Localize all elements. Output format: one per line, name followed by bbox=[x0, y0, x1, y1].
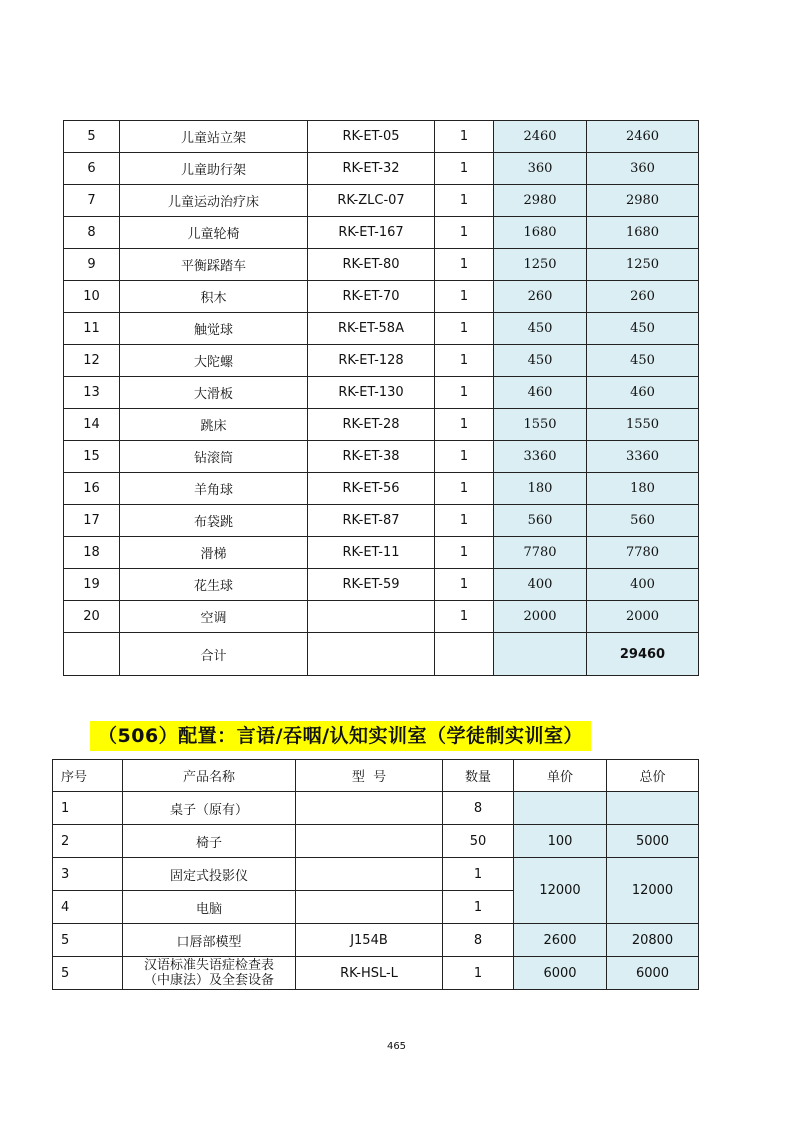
row-no: 14 bbox=[64, 409, 120, 441]
row-total: 20800 bbox=[607, 924, 699, 957]
row-name: 儿童助行架 bbox=[120, 153, 308, 185]
table-row bbox=[64, 569, 699, 601]
row-no: 5 bbox=[64, 121, 120, 153]
row-qty: 1 bbox=[435, 505, 494, 537]
table-row bbox=[53, 792, 699, 825]
row-qty: 1 bbox=[435, 441, 494, 473]
row-no: 2 bbox=[53, 825, 123, 858]
section-title: （506）配置：言语/吞咽/认知实训室（学徒制实训室） bbox=[90, 721, 591, 751]
row-name: 大滑板 bbox=[120, 377, 308, 409]
row-name: 花生球 bbox=[120, 569, 308, 601]
row-no: 15 bbox=[64, 441, 120, 473]
row-qty: 8 bbox=[443, 792, 514, 825]
row-model: RK-ET-11 bbox=[308, 537, 435, 569]
row-model: RK-ET-80 bbox=[308, 249, 435, 281]
row-model: RK-ET-167 bbox=[308, 217, 435, 249]
row-qty: 1 bbox=[435, 313, 494, 345]
row-price: 2600 bbox=[514, 924, 607, 957]
row-qty: 1 bbox=[435, 217, 494, 249]
row-model: RK-ET-58A bbox=[308, 313, 435, 345]
row-total: 5000 bbox=[607, 825, 699, 858]
row-total: 260 bbox=[587, 281, 699, 313]
row-total: 3360 bbox=[587, 441, 699, 473]
row-total: 450 bbox=[587, 313, 699, 345]
page-number: 465 bbox=[386, 1041, 407, 1052]
row-name: 固定式投影仪 bbox=[123, 858, 296, 891]
row-price: 12000 bbox=[514, 858, 607, 924]
row-price: 450 bbox=[494, 313, 587, 345]
row-price: 2460 bbox=[494, 121, 587, 153]
row-total bbox=[607, 792, 699, 825]
row-model: RK-ET-70 bbox=[308, 281, 435, 313]
row-model: RK-HSL-L bbox=[296, 957, 443, 990]
row-name: 滑梯 bbox=[120, 537, 308, 569]
header-no: 序号 bbox=[53, 760, 123, 792]
row-name: 跳床 bbox=[120, 409, 308, 441]
header-total: 总价 bbox=[607, 760, 699, 792]
row-total: 1550 bbox=[587, 409, 699, 441]
table-row bbox=[53, 957, 699, 990]
header-name: 产品名称 bbox=[123, 760, 296, 792]
row-no: 3 bbox=[53, 858, 123, 891]
table-row bbox=[53, 825, 699, 858]
table-row bbox=[64, 601, 699, 633]
row-model: RK-ET-38 bbox=[308, 441, 435, 473]
row-no: 7 bbox=[64, 185, 120, 217]
row-no: 4 bbox=[53, 891, 123, 924]
table-row bbox=[64, 153, 699, 185]
row-price: 1680 bbox=[494, 217, 587, 249]
table-row bbox=[53, 858, 699, 891]
row-name: 羊角球 bbox=[120, 473, 308, 505]
row-price: 1250 bbox=[494, 249, 587, 281]
row-total: 12000 bbox=[607, 858, 699, 924]
row-total: 2000 bbox=[587, 601, 699, 633]
row-model: J154B bbox=[296, 924, 443, 957]
table-row bbox=[64, 441, 699, 473]
row-qty: 1 bbox=[435, 249, 494, 281]
row-name-line2: （中康法）及全套设备 bbox=[143, 973, 274, 988]
row-qty: 1 bbox=[435, 537, 494, 569]
row-total: 180 bbox=[587, 473, 699, 505]
row-total: 450 bbox=[587, 345, 699, 377]
table-row bbox=[64, 121, 699, 153]
row-qty: 8 bbox=[443, 924, 514, 957]
total-no bbox=[64, 633, 120, 676]
row-name: 钻滚筒 bbox=[120, 441, 308, 473]
row-no: 17 bbox=[64, 505, 120, 537]
row-qty: 1 bbox=[435, 377, 494, 409]
row-qty: 1 bbox=[435, 121, 494, 153]
equipment-table-body bbox=[64, 121, 699, 676]
row-total: 2980 bbox=[587, 185, 699, 217]
row-name: 儿童运动治疗床 bbox=[120, 185, 308, 217]
row-name: 大陀螺 bbox=[120, 345, 308, 377]
row-name: 口唇部模型 bbox=[123, 924, 296, 957]
row-total: 2460 bbox=[587, 121, 699, 153]
total-label: 合计 bbox=[120, 633, 308, 676]
row-qty: 1 bbox=[435, 153, 494, 185]
row-name: 儿童站立架 bbox=[120, 121, 308, 153]
row-name-line1: 汉语标准失语症检查表 bbox=[143, 958, 274, 973]
total-price bbox=[494, 633, 587, 676]
row-name: 儿童轮椅 bbox=[120, 217, 308, 249]
row-qty: 1 bbox=[443, 891, 514, 924]
row-qty: 1 bbox=[435, 185, 494, 217]
row-price bbox=[514, 792, 607, 825]
row-model bbox=[296, 792, 443, 825]
table-row bbox=[64, 537, 699, 569]
table-row bbox=[64, 185, 699, 217]
row-qty: 1 bbox=[435, 345, 494, 377]
row-total: 1680 bbox=[587, 217, 699, 249]
row-price: 180 bbox=[494, 473, 587, 505]
row-qty: 1 bbox=[435, 473, 494, 505]
row-no: 8 bbox=[64, 217, 120, 249]
row-price: 7780 bbox=[494, 537, 587, 569]
row-total: 360 bbox=[587, 153, 699, 185]
total-row bbox=[64, 633, 699, 676]
equipment-table-continued bbox=[63, 120, 699, 676]
row-qty: 50 bbox=[443, 825, 514, 858]
header-model: 型 号 bbox=[296, 760, 443, 792]
row-price: 360 bbox=[494, 153, 587, 185]
row-name: 平衡踩踏车 bbox=[120, 249, 308, 281]
row-price: 2980 bbox=[494, 185, 587, 217]
row-model: RK-ET-32 bbox=[308, 153, 435, 185]
row-no: 1 bbox=[53, 792, 123, 825]
table-row bbox=[64, 377, 699, 409]
row-model: RK-ZLC-07 bbox=[308, 185, 435, 217]
total-qty bbox=[435, 633, 494, 676]
row-no: 9 bbox=[64, 249, 120, 281]
row-name bbox=[123, 957, 296, 990]
row-qty: 1 bbox=[443, 957, 514, 990]
table-header-row bbox=[53, 760, 699, 792]
table-row bbox=[64, 409, 699, 441]
row-total: 6000 bbox=[607, 957, 699, 990]
row-total: 460 bbox=[587, 377, 699, 409]
row-qty: 1 bbox=[443, 858, 514, 891]
row-model bbox=[296, 825, 443, 858]
row-price: 100 bbox=[514, 825, 607, 858]
table-row bbox=[64, 217, 699, 249]
total-value: 29460 bbox=[587, 633, 699, 676]
row-no: 20 bbox=[64, 601, 120, 633]
row-model: RK-ET-05 bbox=[308, 121, 435, 153]
row-no: 5 bbox=[53, 957, 123, 990]
row-price: 560 bbox=[494, 505, 587, 537]
row-name: 电脑 bbox=[123, 891, 296, 924]
table-row bbox=[53, 924, 699, 957]
row-qty: 1 bbox=[435, 409, 494, 441]
row-price: 1550 bbox=[494, 409, 587, 441]
row-no: 18 bbox=[64, 537, 120, 569]
row-price: 450 bbox=[494, 345, 587, 377]
table-row bbox=[64, 249, 699, 281]
speech-lab-table bbox=[52, 759, 699, 990]
table-row bbox=[64, 345, 699, 377]
row-price: 3360 bbox=[494, 441, 587, 473]
row-model: RK-ET-56 bbox=[308, 473, 435, 505]
row-model: RK-ET-128 bbox=[308, 345, 435, 377]
row-name: 桌子（原有） bbox=[123, 792, 296, 825]
row-no: 10 bbox=[64, 281, 120, 313]
row-total: 560 bbox=[587, 505, 699, 537]
row-model bbox=[296, 858, 443, 891]
row-qty: 1 bbox=[435, 601, 494, 633]
row-price: 2000 bbox=[494, 601, 587, 633]
row-model: RK-ET-59 bbox=[308, 569, 435, 601]
row-no: 6 bbox=[64, 153, 120, 185]
row-qty: 1 bbox=[435, 281, 494, 313]
row-price: 400 bbox=[494, 569, 587, 601]
row-model: RK-ET-28 bbox=[308, 409, 435, 441]
row-no: 11 bbox=[64, 313, 120, 345]
total-model bbox=[308, 633, 435, 676]
row-no: 13 bbox=[64, 377, 120, 409]
row-price: 6000 bbox=[514, 957, 607, 990]
row-no: 19 bbox=[64, 569, 120, 601]
table-row bbox=[64, 473, 699, 505]
row-qty: 1 bbox=[435, 569, 494, 601]
row-price: 260 bbox=[494, 281, 587, 313]
row-name: 椅子 bbox=[123, 825, 296, 858]
table-row bbox=[64, 313, 699, 345]
row-total: 400 bbox=[587, 569, 699, 601]
table-row bbox=[64, 505, 699, 537]
row-name: 布袋跳 bbox=[120, 505, 308, 537]
row-total: 1250 bbox=[587, 249, 699, 281]
header-price: 单价 bbox=[514, 760, 607, 792]
row-model bbox=[308, 601, 435, 633]
row-model bbox=[296, 891, 443, 924]
row-no: 12 bbox=[64, 345, 120, 377]
row-price: 460 bbox=[494, 377, 587, 409]
header-qty: 数量 bbox=[443, 760, 514, 792]
row-model: RK-ET-87 bbox=[308, 505, 435, 537]
row-name: 空调 bbox=[120, 601, 308, 633]
row-no: 16 bbox=[64, 473, 120, 505]
row-total: 7780 bbox=[587, 537, 699, 569]
row-name: 触觉球 bbox=[120, 313, 308, 345]
row-name: 积木 bbox=[120, 281, 308, 313]
row-model: RK-ET-130 bbox=[308, 377, 435, 409]
row-no: 5 bbox=[53, 924, 123, 957]
table-row bbox=[64, 281, 699, 313]
